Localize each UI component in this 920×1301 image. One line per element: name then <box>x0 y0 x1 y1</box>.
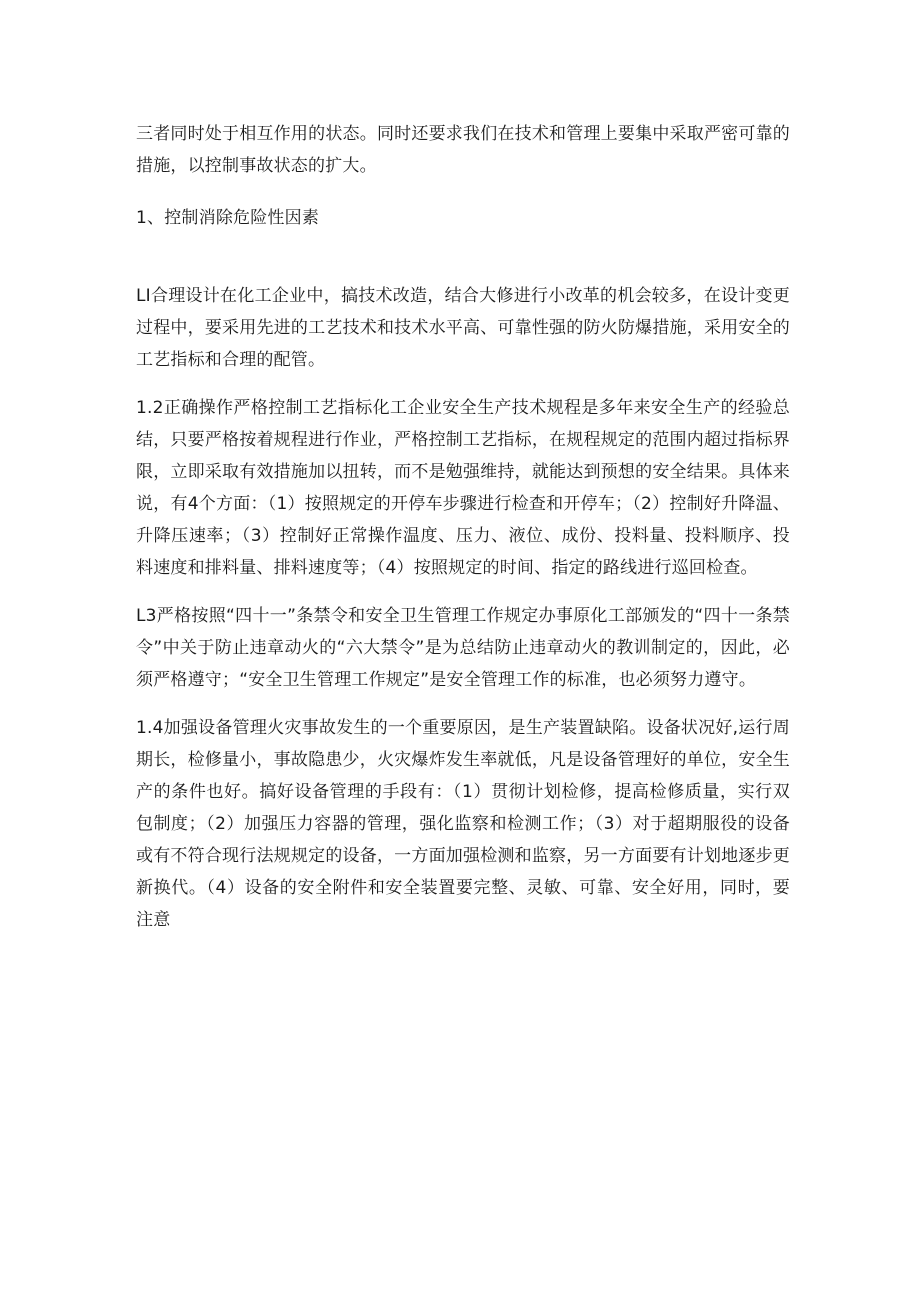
section-heading: 1、控制消除危险性因素 <box>136 208 320 228</box>
paragraph-1-3: L3严格按照“四十一”条禁令和安全卫生管理工作规定办事原化工部颁发的“四十一条禁令”中关于防止违章动火的“六大禁令”是为总结防止违章动火的教训制定的，因此，必须严格遵守；“安全卫生管理工作规定”是安全管理工作的标准，也必须努力遵守。 <box>136 606 790 690</box>
paragraph-1-2: 1.2正确操作严格控制工艺指标化工企业安全生产技术规程是多年来安全生产的经验总结，只要严格按着规程进行作业，严格控制工艺指标，在规程规定的范围内超过指标界限，立即采取有效措施加以扭转，而不是勉强维持，就能达到预想的安全结果。具体来说，有4个方面：（1）按照规定的开停车步骤进行检查和开停车；（2）控制好升降温、升降压速率；（3）控制好正常操作温度、压力、液位、成份、投料量、投料顺序、投料速度和排料量、排料速度等；（4）按照规定的时间、指定的路线进行巡回检查。 <box>136 398 790 578</box>
paragraph-1-4: 1.4加强设备管理火灾事故发生的一个重要原因，是生产装置缺陷。设备状况好,运行周期长，检修量小，事故隐患少，火灾爆炸发生率就低，凡是设备管理好的单位，安全生产的条件也好。搞好设备管理的手段有：（1）贯彻计划检修，提高检修质量，实行双包制度；（2）加强压力容器的管理，强化监察和检测工作；（3）对于超期服役的设备或有不符合现行法规规定的设备，一方面加强检测和监察，另一方面要有计划地逐步更新换代。（4）设备的安全附件和安全装置要完整、灵敏、可靠、安全好用，同时，要注意 <box>136 718 790 930</box>
paragraph-1-1: LI合理设计在化工企业中，搞技术改造，结合大修进行小改革的机会较多，在设计变更过程中，要采用先进的工艺技术和技术水平高、可靠性强的防火防爆措施，采用安全的工艺指标和合理的配管。 <box>136 286 790 370</box>
intro-paragraph: 三者同时处于相互作用的状态。同时还要求我们在技术和管理上要集中采取严密可靠的措施，以控制事故状态的扩大。 <box>136 124 790 176</box>
document-page <box>136 118 790 952</box>
